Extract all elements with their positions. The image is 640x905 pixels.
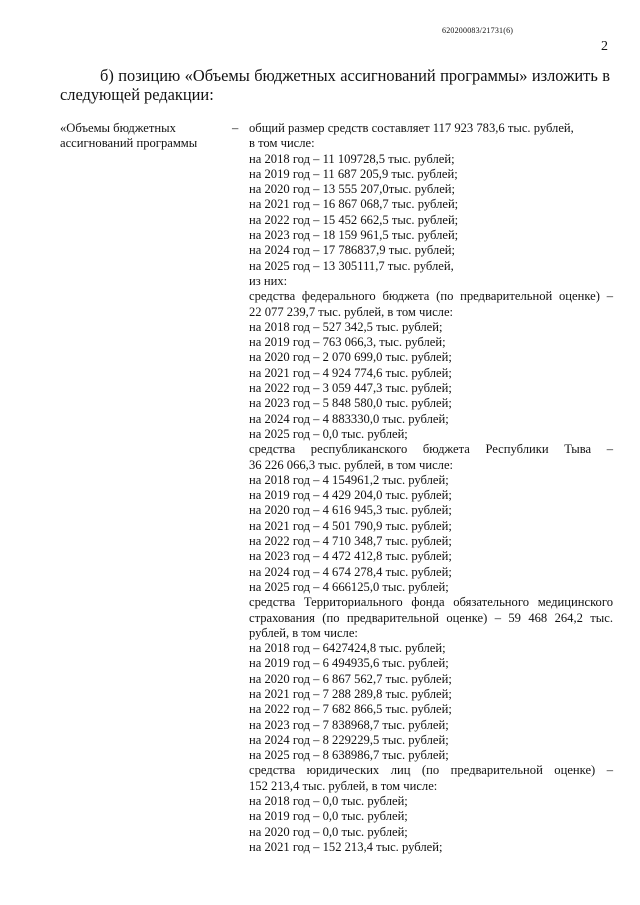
content-line: общий размер средств составляет 117 923 783,6 тыс. рублей, <box>249 121 574 135</box>
content-line: на 2021 год – 7 288 289,8 тыс. рублей; <box>249 686 452 701</box>
position-label-line: «Объемы бюджетных <box>60 121 176 135</box>
content-line: на 2018 год – 6427424,8 тыс. рублей; <box>249 641 446 656</box>
content-line: 152 213,4 тыс. рублей, в том числе: <box>249 778 438 793</box>
content-line: на 2019 год – 0,0 тыс. рублей; <box>249 809 408 824</box>
content-line: на 2020 год – 4 616 945,3 тыс. рублей; <box>249 503 452 518</box>
content-line: 22 077 239,7 тыс. рублей, в том числе: <box>249 304 454 319</box>
content-line: из них: <box>249 273 288 288</box>
content-line: средства федерального бюджета (по предварительной оценке) – <box>249 289 613 304</box>
content-line: на 2020 год – 0,0 тыс. рублей; <box>249 824 408 839</box>
content-line: средства Территориального фонда обязательного медицинского <box>249 595 613 610</box>
position-label <box>60 121 230 152</box>
content-line: на 2021 год – 16 867 068,7 тыс. рублей; <box>249 197 459 212</box>
content-line: на 2024 год – 4 674 278,4 тыс. рублей; <box>249 564 452 579</box>
content-line: на 2023 год – 5 848 580,0 тыс. рублей; <box>249 396 452 411</box>
content-line: на 2019 год – 11 687 205,9 тыс. рублей; <box>249 166 458 181</box>
content-line: на 2024 год – 17 786837,9 тыс. рублей; <box>249 243 456 258</box>
content-line: на 2024 год – 4 883330,0 тыс. рублей; <box>249 411 449 426</box>
position-label-line: ассигнований программы <box>60 136 198 151</box>
content-line: на 2023 год – 4 472 412,8 тыс. рублей; <box>249 549 452 564</box>
intro-paragraph: б) позицию «Объемы бюджетных ассигнований программы» изложить в следующей редакции: <box>60 66 610 104</box>
content-line: 36 226 066,3 тыс. рублей, в том числе: <box>249 457 454 472</box>
content-line: на 2018 год – 11 109728,5 тыс. рублей; <box>249 151 455 166</box>
content-line: на 2025 год – 4 666125,0 тыс. рублей; <box>249 579 449 594</box>
document-id: 620200083/21731(6) <box>442 26 514 35</box>
content-line: на 2020 год – 2 070 699,0 тыс. рублей; <box>249 350 452 365</box>
content-line: на 2022 год – 3 059 447,3 тыс. рублей; <box>249 381 452 396</box>
content-line: на 2019 год – 763 066,3, тыс. рублей; <box>249 335 446 350</box>
content-line: страхования (по предварительной оценке) – 59 468 264,2 тыс. <box>249 610 613 625</box>
content-line: на 2022 год – 15 452 662,5 тыс. рублей; <box>249 212 459 227</box>
content-line: на 2020 год – 13 555 207,0тыс. рублей; <box>249 182 456 197</box>
content-line: на 2025 год – 13 305111,7 тыс. рублей, <box>249 258 454 273</box>
label-dash: – <box>232 121 239 135</box>
content-line: на 2021 год – 4 501 790,9 тыс. рублей; <box>249 518 452 533</box>
content-line: рублей, в том числе: <box>249 625 358 640</box>
content-line: на 2021 год – 4 924 774,6 тыс. рублей; <box>249 365 452 380</box>
content-line: на 2019 год – 4 429 204,0 тыс. рублей; <box>249 488 452 503</box>
content-line: на 2023 год – 18 159 961,5 тыс. рублей; <box>249 228 459 243</box>
content-line: на 2025 год – 0,0 тыс. рублей; <box>249 426 408 441</box>
content-line: на 2021 год – 152 213,4 тыс. рублей; <box>249 839 443 854</box>
budget-content <box>249 121 613 855</box>
content-line: на 2018 год – 4 154961,2 тыс. рублей; <box>249 472 449 487</box>
content-line: на 2025 год – 8 638986,7 тыс. рублей; <box>249 748 449 763</box>
content-line: средства юридических лиц (по предварительной оценке) – <box>249 763 613 778</box>
content-line: на 2023 год – 7 838968,7 тыс. рублей; <box>249 717 449 732</box>
page-number: 2 <box>601 39 608 54</box>
content-line: на 2022 год – 4 710 348,7 тыс. рублей; <box>249 534 452 549</box>
content-line: на 2018 год – 0,0 тыс. рублей; <box>249 794 408 809</box>
content-line: на 2018 год – 527 342,5 тыс. рублей; <box>249 319 443 334</box>
content-line: на 2024 год – 8 229229,5 тыс. рублей; <box>249 732 449 747</box>
content-line: на 2019 год – 6 494935,6 тыс. рублей; <box>249 656 449 671</box>
content-line: на 2020 год – 6 867 562,7 тыс. рублей; <box>249 671 452 686</box>
content-line: в том числе: <box>249 136 315 151</box>
content-line: средства республиканского бюджета Республики Тыва – <box>249 442 613 457</box>
content-line: на 2022 год – 7 682 866,5 тыс. рублей; <box>249 702 452 717</box>
